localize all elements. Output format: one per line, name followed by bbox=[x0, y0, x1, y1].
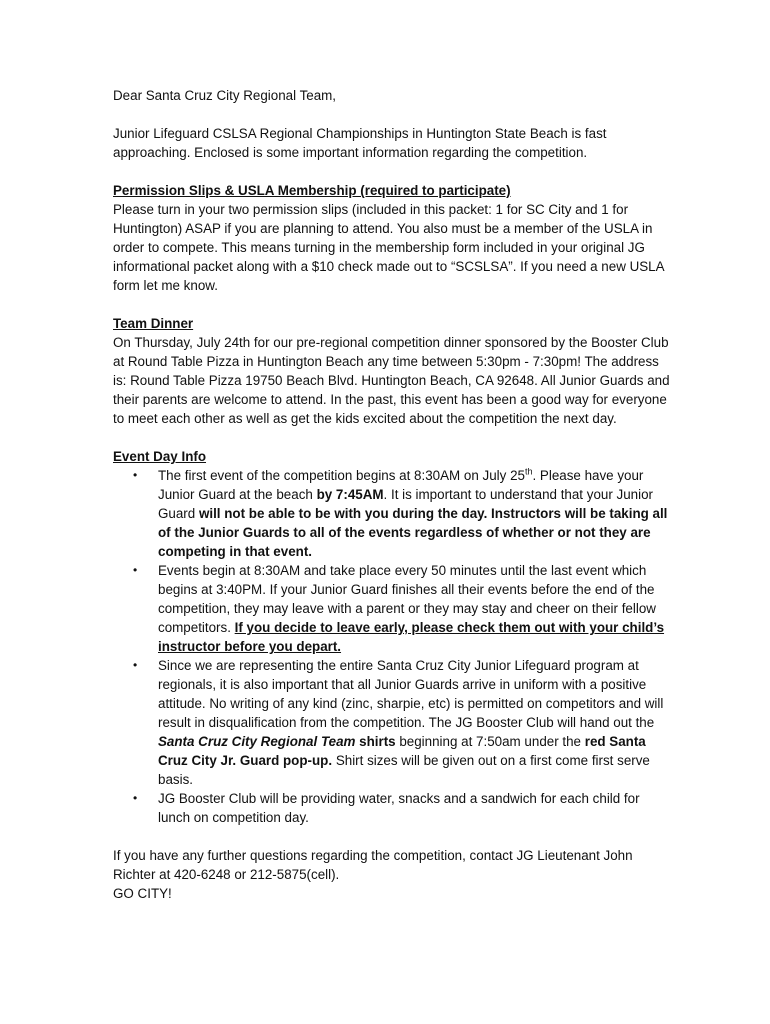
text-run: Shirt sizes will be given out on a first come first serve basis. bbox=[158, 753, 650, 787]
bold-run: will not be able to be with you during the day. Instructors will be taking all of the Junior Guards to all of the events regardless of whether or not they are competing in that event. bbox=[158, 506, 668, 559]
text-run: Since we are representing the entire Santa Cruz City Junior Lifeguard program at regionals, it is also important that all Junior Guards arrive in uniform with a positive attitude. No writing of any kind (zinc, sharpie, etc) is permitted on competitors and will result in disqualification from the competition. The JG Booster Club will hand out the bbox=[158, 658, 664, 730]
dinner-paragraph: On Thursday, July 24th for our pre-regional competition dinner sponsored by the Booster Club at Round Table Pizza in Huntington Beach any time between 5:30pm - 7:30pm! The address is: Round Table Pizza 19750 Beach Blvd. Huntington Beach, CA 92648. All Junior Guards and their parents are welcome to attend. In the past, this event has been a good way for everyone to meet each other as well as get the kids excited about the competition the next day. bbox=[113, 335, 670, 426]
text-run: JG Booster Club will be providing water, snacks and a sandwich for each child for lunch on competition day. bbox=[158, 791, 640, 825]
text-run: . Please have your Junior Guard at the beach bbox=[158, 468, 644, 502]
bullet-icon: • bbox=[133, 563, 138, 577]
bold-underline-run: If you decide to leave early, please check them out with your child’s instructor before you depart. bbox=[158, 620, 665, 654]
bold-run: by 7:45AM bbox=[316, 487, 384, 502]
intro-paragraph: Junior Lifeguard CSLSA Regional Championships in Huntington State Beach is fast approaching. Enclosed is some important information regarding the competition. bbox=[113, 126, 607, 160]
bullet-icon: • bbox=[133, 468, 138, 482]
event-day-heading: Event Day Info bbox=[113, 449, 207, 464]
bold-run: shirts bbox=[355, 734, 396, 749]
closing-paragraph: If you have any further questions regarding the competition, contact JG Lieutenant John Richter at 420-6248 or 212-5875(cell). bbox=[113, 848, 633, 882]
list-item bbox=[113, 466, 673, 561]
permission-paragraph: Please turn in your two permission slips (included in this packet: 1 for SC City and 1 for Huntington) ASAP if you are planning to attend. You also must be a member of the USLA in order to compete. This means turning in the membership form included in your original JG informational packet along with a $10 check made out to “SCSLSA”. If you need a new USLA form let me know. bbox=[113, 202, 664, 293]
text-run: . It is important to understand that your Junior Guard bbox=[158, 487, 653, 521]
bold-italic-run: Santa Cruz City Regional Team bbox=[158, 734, 356, 749]
text-run: beginning at 7:50am under the bbox=[395, 734, 585, 749]
bullet-icon: • bbox=[133, 658, 138, 672]
greeting: Dear Santa Cruz City Regional Team, bbox=[113, 88, 337, 103]
dinner-heading: Team Dinner bbox=[113, 316, 194, 331]
permission-heading: Permission Slips & USLA Membership (required to participate) bbox=[113, 183, 511, 198]
bullet-icon: • bbox=[133, 791, 138, 805]
event-day-list bbox=[113, 466, 673, 827]
letter-page bbox=[113, 86, 673, 903]
bold-run: red Santa Cruz City Jr. Guard pop-up. bbox=[158, 734, 646, 768]
signoff: GO CITY! bbox=[113, 886, 172, 901]
text-run: Events begin at 8:30AM and take place every 50 minutes until the last event which begins at 3:40PM. If your Junior Guard finishes all their events before the end of the competition, they may leave with a parent or they may stay and cheer on their fellow competitors. bbox=[158, 563, 656, 635]
superscript: th bbox=[524, 466, 533, 477]
list-item bbox=[113, 656, 673, 789]
text-run: The first event of the competition begins at 8:30AM on July 25 bbox=[158, 468, 525, 483]
list-item bbox=[113, 561, 673, 656]
list-item bbox=[113, 789, 673, 827]
